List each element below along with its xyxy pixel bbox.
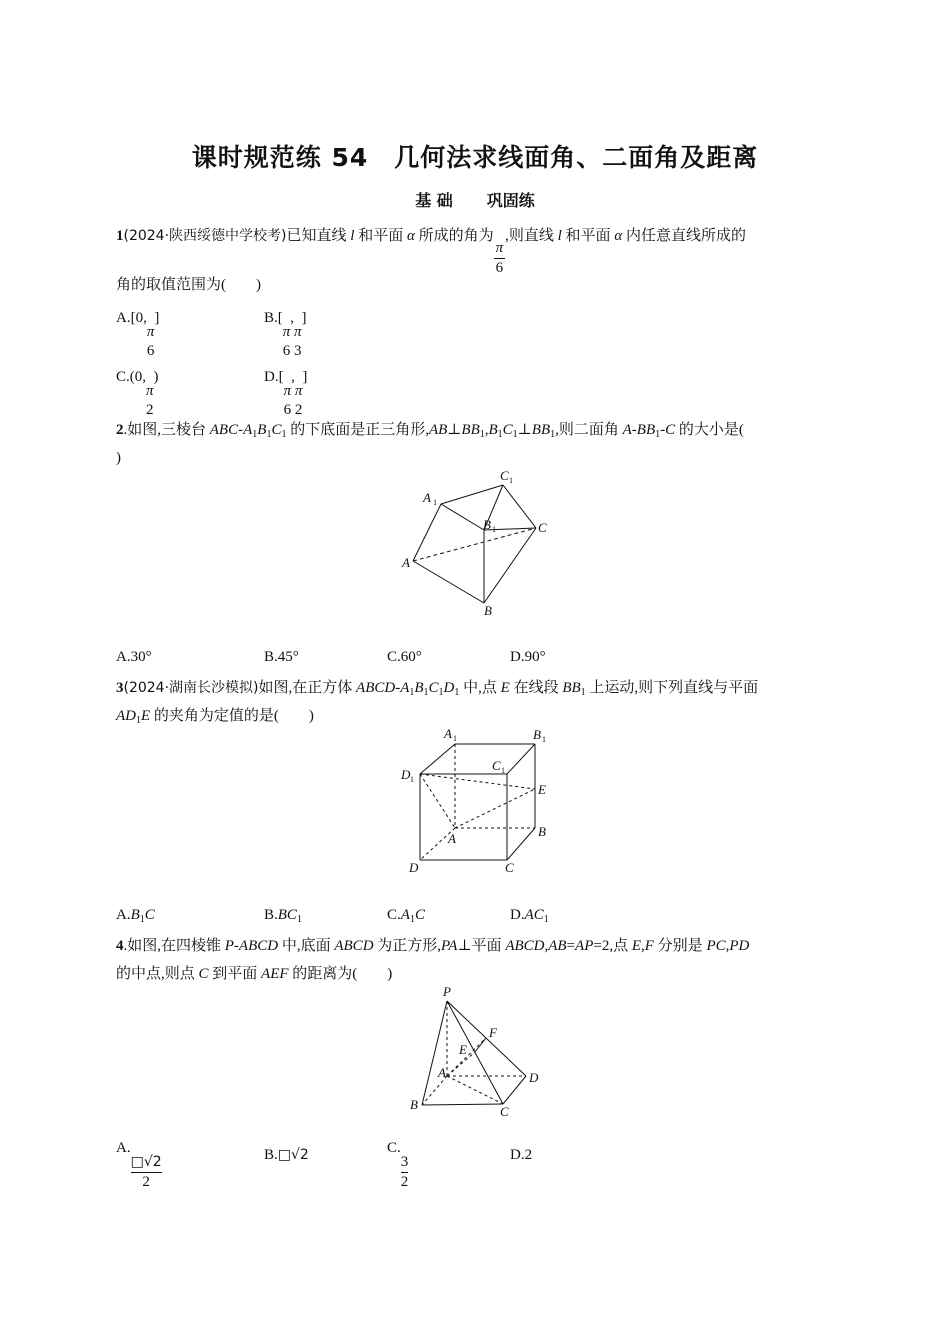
label-a: A (438, 1065, 446, 1080)
frac-den: 6 (495, 260, 504, 276)
label-c: C (538, 520, 547, 535)
q4-var: PC (706, 938, 726, 954)
q3-text: 如图,在正方体 (258, 680, 357, 696)
opt-label: B. (264, 1147, 278, 1163)
q1-option-b[interactable] (264, 310, 307, 361)
page-title: 课时规范练 54 几何法求线面角、二面角及距离 (191, 143, 759, 172)
edge (441, 485, 503, 504)
q4-text: , (544, 938, 549, 954)
frac (131, 1153, 162, 1192)
q1-source: (2024·陕西绥德中学校考) (123, 228, 287, 244)
opt-tail: ] (302, 369, 308, 385)
edge (413, 561, 484, 603)
opt-tail: ) (153, 369, 159, 385)
label-d: D (529, 1070, 539, 1085)
label-d1: D (401, 767, 411, 782)
frac-num: π (283, 383, 292, 399)
q2-option-a[interactable]: A.30° (116, 649, 152, 665)
edge (484, 528, 536, 603)
section-heading-part-1: 基 础 (415, 191, 453, 210)
q4-option-c[interactable] (387, 1140, 408, 1192)
q4-option-d[interactable]: D.2 (510, 1147, 533, 1163)
edge (447, 1001, 526, 1076)
q1-option-a[interactable] (116, 310, 159, 361)
section-heading-part-2: 巩固练 (486, 191, 535, 210)
q3-source: (2024·湖南长沙模拟) (123, 680, 259, 696)
label-a: A (448, 831, 456, 846)
frac-den: 2 (146, 402, 154, 418)
frac-den: 2 (142, 1174, 150, 1190)
q1-line-2: 角的取值范围为( ) (116, 277, 261, 293)
edge (422, 1001, 447, 1105)
q1-text: 所成的角为 (414, 228, 494, 244)
q2-line-1: 2.如图,三棱台 ABC-$A_1B_1C_1$ 的下底面是正三角形$,AB\perp BB_1,B_1C_1\perp BB_1$,则二面角 $A-BB_1-C$ 的大小是( (116, 422, 744, 440)
label-sub: 1 (433, 498, 437, 507)
edge (507, 744, 535, 774)
frac-den: 2 (294, 402, 303, 418)
q1-text: 已知直线 (286, 228, 351, 244)
hidden-edge (413, 528, 536, 561)
frac (294, 323, 302, 361)
q2-text: 的大小是( (675, 422, 744, 438)
q3-text: 的夹角为定值的是( ) (150, 708, 314, 724)
frac (295, 382, 303, 420)
label-b1: B (483, 517, 491, 532)
frac-num: □√2 (131, 1153, 162, 1173)
q1-fraction (494, 239, 506, 278)
opt-label: C. (387, 1140, 401, 1156)
q1-text: 和平面 (354, 228, 407, 244)
label-b: B (484, 603, 492, 618)
opt-sep: , (290, 310, 295, 326)
q2-text: .如图,三棱台 (123, 422, 210, 438)
q4-text: 为正方形, (373, 938, 442, 954)
q4-text: , (641, 938, 645, 954)
q4-option-a[interactable] (116, 1140, 162, 1192)
q4-var: AP (575, 938, 594, 954)
q2-option-b[interactable]: B.45° (264, 649, 299, 665)
q4-var: PA (441, 938, 458, 954)
q3-text: 在线段 (509, 680, 563, 696)
label-sub: 1 (453, 734, 457, 743)
q4-line-2 (116, 964, 392, 984)
label-b: B (538, 824, 546, 839)
q4-var: ABCD (505, 938, 545, 954)
q4-figure (400, 982, 550, 1122)
label-c1: C (492, 758, 501, 773)
q3-var: E (500, 680, 510, 696)
q2-option-c[interactable]: C.60° (387, 649, 422, 665)
q3-number: 3 (116, 680, 124, 696)
q2-figure (395, 464, 565, 624)
label-c1: C (500, 468, 509, 483)
q1-text: 内任意直线所成的 (622, 228, 746, 244)
q1-var-alpha: α (614, 228, 623, 244)
q1-number: 1 (116, 228, 124, 244)
q4-var: ABCD (334, 938, 374, 954)
q4-text: ⊥平面 (457, 938, 506, 954)
q1-var-l: l (350, 228, 355, 244)
q3-option-b[interactable]: $B.BC_1$ (264, 907, 302, 925)
q4-text: , (725, 938, 730, 954)
label-d: D (409, 860, 419, 875)
q4-number: 4 (116, 938, 124, 954)
opt-label: B. (264, 907, 278, 923)
q4-option-b[interactable] (264, 1147, 309, 1164)
label-p: P (443, 984, 451, 999)
q2-number: 2 (116, 422, 124, 438)
label-b1: B (533, 727, 541, 742)
q4-var: AEF (261, 966, 289, 982)
frac (284, 382, 292, 420)
frac (146, 382, 154, 420)
q2-var: ABC-A (209, 422, 253, 438)
q1-text: ,则直线 (505, 228, 558, 244)
opt-tail: ] (301, 310, 307, 326)
q4-text: 到平面 (208, 966, 262, 982)
section-heading (0, 188, 950, 211)
opt-value: □√2 (277, 1147, 309, 1163)
q1-var-l: l (557, 228, 562, 244)
frac-num: π (282, 324, 291, 340)
q1-var-alpha: α (406, 228, 415, 244)
q4-text: 中,底面 (278, 938, 335, 954)
label-c: C (505, 860, 514, 875)
edge (422, 1104, 503, 1105)
q1-option-c[interactable] (116, 369, 159, 420)
opt-label: B.[ (264, 310, 283, 326)
q3-option-c[interactable]: $C.A_1C$ (387, 907, 425, 925)
opt-label: C. (387, 907, 401, 923)
q4-var: P-ABCD (224, 938, 279, 954)
frac-num: π (294, 383, 303, 399)
q2-text: ,则二面角 (555, 422, 623, 438)
opt-label: D.[ (264, 369, 284, 385)
opt-label: C.(0, (116, 369, 146, 385)
q1-line-1 (116, 226, 746, 278)
q4-text: 的中点,则点 (116, 966, 199, 982)
label-sub: 1 (492, 525, 496, 534)
hidden-edge (420, 774, 455, 828)
edge (503, 485, 536, 528)
q3-line-2: $AD_1E$ 的夹角为定值的是( ) (116, 708, 314, 726)
q4-var: E (631, 938, 641, 954)
frac (283, 323, 291, 361)
frac-num: π (146, 324, 155, 340)
opt-label: A. (116, 1140, 131, 1156)
q2-text: 的下底面是正三角形, (286, 422, 429, 438)
frac-num: π (146, 383, 154, 399)
opt-sep: , (291, 369, 295, 385)
q2-perp: ⊥ (517, 422, 532, 438)
frac-den: 6 (146, 343, 155, 359)
label-b: B (410, 1097, 418, 1112)
frac-den: 6 (282, 343, 291, 359)
label-sub: 1 (542, 735, 546, 744)
label-e: E (459, 1042, 467, 1057)
edge (420, 744, 455, 774)
frac-den: 3 (294, 343, 302, 359)
q3-option-d[interactable]: $D.AC_1$ (510, 907, 549, 925)
q2-option-d[interactable]: D.90° (510, 649, 546, 665)
frac-num: π (294, 324, 302, 340)
label-c: C (500, 1104, 509, 1119)
frac-den: 2 (400, 1174, 409, 1190)
frac (401, 1153, 409, 1192)
q1-text: 和平面 (561, 228, 615, 244)
q2-perp: ⊥ (447, 422, 462, 438)
label-a1: A (444, 726, 452, 741)
q3-text: 中,点 (459, 680, 501, 696)
q1-option-d[interactable] (264, 369, 307, 420)
hidden-edge (420, 774, 535, 789)
edge (413, 504, 441, 561)
label-a1: A (423, 490, 431, 505)
q4-text: =2,点 (593, 938, 632, 954)
label-sub: 1 (509, 476, 513, 485)
q3-line-1: 3(2024·湖南长沙模拟)如图,在正方体 ABCD-$A_1B_1C_1D_1$ 中,点 E 在线段 $BB_1$ 上运动,则下列直线与平面 (116, 680, 759, 698)
label-e: E (538, 782, 546, 797)
label-f: F (489, 1025, 497, 1040)
edge (441, 504, 484, 530)
q4-var: AB (548, 938, 567, 954)
q4-var: C (198, 966, 209, 982)
q3-figure (395, 722, 555, 882)
label-a: A (402, 555, 410, 570)
q2-line-2: ) (116, 450, 121, 466)
label-sub: 1 (410, 775, 414, 784)
label-sub: 1 (501, 766, 505, 775)
q4-text: .如图,在四棱锥 (123, 938, 225, 954)
q4-line-1 (116, 936, 749, 956)
frac-num: 3 (401, 1153, 409, 1173)
hidden-edge (455, 789, 535, 828)
q4-var: F (644, 938, 654, 954)
edge (503, 1076, 526, 1104)
q4-text: 分别是 (653, 938, 707, 954)
q4-var: PD (729, 938, 750, 954)
edge-ef (475, 1038, 486, 1052)
q3-option-a[interactable]: $A.B_1C$ (116, 907, 155, 925)
q3-text: 上运动,则下列直线与平面 (585, 680, 759, 696)
q4-text: 的距离为( ) (288, 966, 393, 982)
frac-num: π (495, 240, 504, 256)
frac-den: 6 (283, 402, 292, 418)
edge (507, 828, 535, 860)
hidden-edge (447, 1076, 503, 1104)
q4-text: = (566, 938, 576, 954)
frac (147, 323, 155, 361)
opt-label: A. (116, 907, 131, 923)
opt-label: A.[0, (116, 310, 147, 326)
opt-label: D. (510, 907, 525, 923)
opt-tail: ] (154, 310, 160, 326)
